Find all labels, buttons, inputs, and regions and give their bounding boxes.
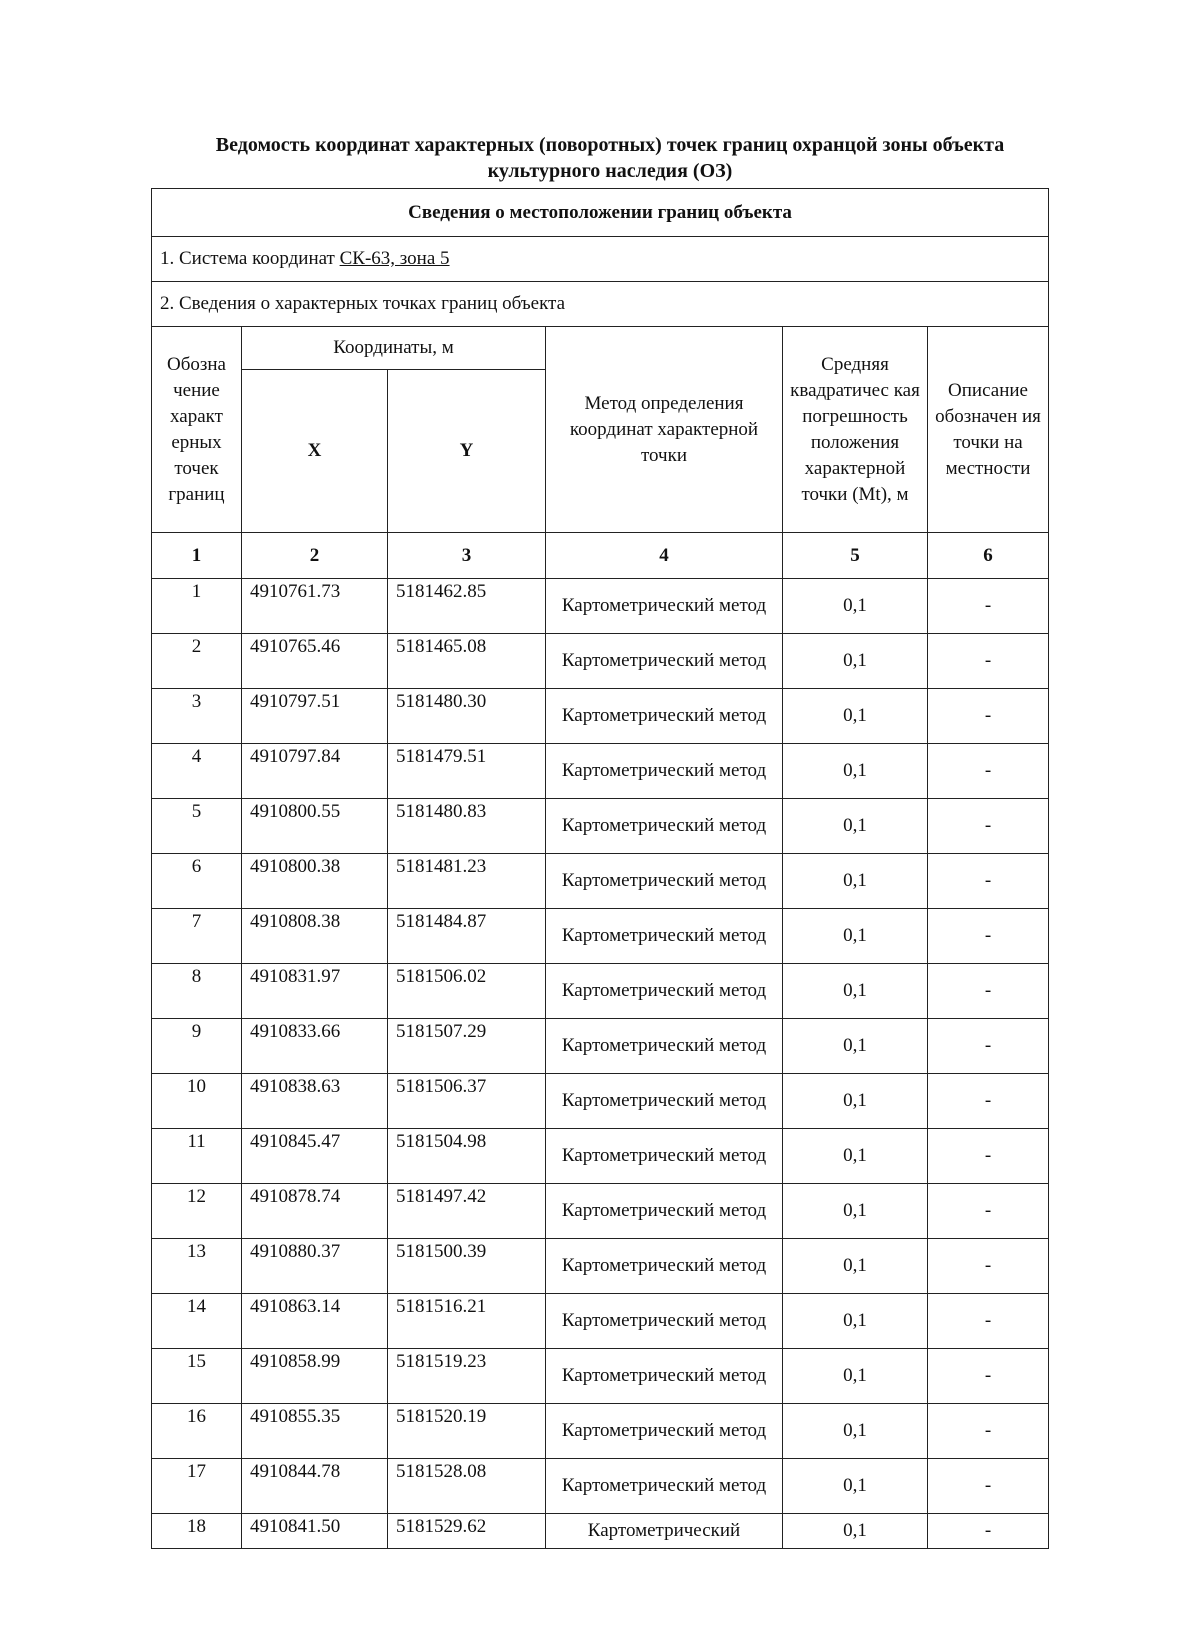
method-cell: Картометрический: [546, 1514, 783, 1549]
error-cell: 0,1: [783, 1239, 928, 1294]
description-cell: -: [928, 634, 1049, 689]
description-cell: -: [928, 1074, 1049, 1129]
table-row: [152, 744, 1049, 799]
error-cell: 0,1: [783, 744, 928, 799]
error-cell: 0,1: [783, 634, 928, 689]
method-cell: Картометрический метод: [546, 1459, 783, 1514]
points-info-line: 2. Сведения о характерных точках границ объекта: [152, 282, 1049, 327]
header-x: X: [242, 370, 388, 533]
table-row: [152, 1294, 1049, 1349]
description-cell: -: [928, 799, 1049, 854]
column-number: 6: [928, 533, 1049, 579]
y-coordinate-cell: 5181506.37: [388, 1074, 546, 1129]
method-cell: Картометрический метод: [546, 579, 783, 634]
table-row: [152, 909, 1049, 964]
point-number-cell: 4: [152, 744, 242, 799]
y-coordinate-cell: 5181479.51: [388, 744, 546, 799]
header-designation: Обозна чение характ ерных точек границ: [152, 327, 242, 533]
x-coordinate-cell: 4910797.84: [242, 744, 388, 799]
x-coordinate-cell: 4910880.37: [242, 1239, 388, 1294]
y-coordinate-cell: 5181481.23: [388, 854, 546, 909]
error-cell: 0,1: [783, 964, 928, 1019]
point-number-cell: 1: [152, 579, 242, 634]
table-row: [152, 1514, 1049, 1549]
table-row: [152, 1349, 1049, 1404]
error-cell: 0,1: [783, 689, 928, 744]
description-cell: -: [928, 579, 1049, 634]
error-cell: 0,1: [783, 1404, 928, 1459]
x-coordinate-cell: 4910863.14: [242, 1294, 388, 1349]
error-cell: 0,1: [783, 1514, 928, 1549]
point-number-cell: 10: [152, 1074, 242, 1129]
y-coordinate-cell: 5181507.29: [388, 1019, 546, 1074]
table-row: [152, 1129, 1049, 1184]
point-number-cell: 13: [152, 1239, 242, 1294]
error-cell: 0,1: [783, 1074, 928, 1129]
header-coordinates: Координаты, м: [242, 327, 546, 370]
x-coordinate-cell: 4910855.35: [242, 1404, 388, 1459]
description-cell: -: [928, 744, 1049, 799]
method-cell: Картометрический метод: [546, 964, 783, 1019]
error-cell: 0,1: [783, 1019, 928, 1074]
point-number-cell: 6: [152, 854, 242, 909]
method-cell: Картометрический метод: [546, 1184, 783, 1239]
y-coordinate-cell: 5181506.02: [388, 964, 546, 1019]
y-coordinate-cell: 5181465.08: [388, 634, 546, 689]
error-cell: 0,1: [783, 1294, 928, 1349]
y-coordinate-cell: 5181500.39: [388, 1239, 546, 1294]
x-coordinate-cell: 4910800.55: [242, 799, 388, 854]
table-row: [152, 1019, 1049, 1074]
table-row: [152, 854, 1049, 909]
point-number-cell: 14: [152, 1294, 242, 1349]
y-coordinate-cell: 5181529.62: [388, 1514, 546, 1549]
y-coordinate-cell: 5181462.85: [388, 579, 546, 634]
x-coordinate-cell: 4910831.97: [242, 964, 388, 1019]
x-coordinate-cell: 4910844.78: [242, 1459, 388, 1514]
point-number-cell: 15: [152, 1349, 242, 1404]
x-coordinate-cell: 4910845.47: [242, 1129, 388, 1184]
error-cell: 0,1: [783, 909, 928, 964]
description-cell: -: [928, 1019, 1049, 1074]
column-number: 5: [783, 533, 928, 579]
error-cell: 0,1: [783, 1349, 928, 1404]
x-coordinate-cell: 4910808.38: [242, 909, 388, 964]
y-coordinate-cell: 5181504.98: [388, 1129, 546, 1184]
x-coordinate-cell: 4910761.73: [242, 579, 388, 634]
coordinate-system-label: 1. Система координат: [160, 248, 335, 269]
method-cell: Картометрический метод: [546, 1019, 783, 1074]
table-row: [152, 1239, 1049, 1294]
x-coordinate-cell: 4910841.50: [242, 1514, 388, 1549]
description-cell: -: [928, 1294, 1049, 1349]
x-coordinate-cell: 4910858.99: [242, 1349, 388, 1404]
header-y: Y: [388, 370, 546, 533]
method-cell: Картометрический метод: [546, 634, 783, 689]
point-number-cell: 2: [152, 634, 242, 689]
description-cell: -: [928, 1184, 1049, 1239]
column-number: 1: [152, 533, 242, 579]
table-row: [152, 1184, 1049, 1239]
description-cell: -: [928, 909, 1049, 964]
coordinate-system-value: СК-63, зона 5: [339, 248, 450, 269]
method-cell: Картометрический метод: [546, 1349, 783, 1404]
description-cell: -: [928, 1404, 1049, 1459]
point-number-cell: 16: [152, 1404, 242, 1459]
point-number-cell: 5: [152, 799, 242, 854]
x-coordinate-cell: 4910878.74: [242, 1184, 388, 1239]
section-title: Сведения о местоположении границ объекта: [152, 189, 1049, 237]
description-cell: -: [928, 964, 1049, 1019]
x-coordinate-cell: 4910838.63: [242, 1074, 388, 1129]
y-coordinate-cell: 5181480.83: [388, 799, 546, 854]
table-row: [152, 1459, 1049, 1514]
description-cell: -: [928, 689, 1049, 744]
description-cell: -: [928, 1239, 1049, 1294]
y-coordinate-cell: 5181497.42: [388, 1184, 546, 1239]
method-cell: Картометрический метод: [546, 1129, 783, 1184]
table-row: [152, 634, 1049, 689]
coordinate-system-line: [152, 237, 1049, 282]
method-cell: Картометрический метод: [546, 1074, 783, 1129]
x-coordinate-cell: 4910797.51: [242, 689, 388, 744]
description-cell: -: [928, 854, 1049, 909]
method-cell: Картометрический метод: [546, 909, 783, 964]
table-row: [152, 1074, 1049, 1129]
description-cell: -: [928, 1129, 1049, 1184]
method-cell: Картометрический метод: [546, 1294, 783, 1349]
y-coordinate-cell: 5181528.08: [388, 1459, 546, 1514]
point-number-cell: 12: [152, 1184, 242, 1239]
point-number-cell: 3: [152, 689, 242, 744]
method-cell: Картометрический метод: [546, 689, 783, 744]
error-cell: 0,1: [783, 1459, 928, 1514]
table-row: [152, 799, 1049, 854]
method-cell: Картометрический метод: [546, 1239, 783, 1294]
y-coordinate-cell: 5181484.87: [388, 909, 546, 964]
table-row: [152, 1404, 1049, 1459]
coordinates-table: [151, 188, 1049, 1549]
description-cell: -: [928, 1514, 1049, 1549]
column-number: 4: [546, 533, 783, 579]
header-error: Средняя квадратичес кая погрешность положения характерной точки (Mt), м: [783, 327, 928, 533]
point-number-cell: 8: [152, 964, 242, 1019]
point-number-cell: 9: [152, 1019, 242, 1074]
error-cell: 0,1: [783, 1129, 928, 1184]
point-number-cell: 7: [152, 909, 242, 964]
y-coordinate-cell: 5181519.23: [388, 1349, 546, 1404]
column-number: 3: [388, 533, 546, 579]
method-cell: Картометрический метод: [546, 744, 783, 799]
header-description: Описание обозначен ия точки на местности: [928, 327, 1049, 533]
document-title: Ведомость координат характерных (поворотных) точек границ охранцой зоны объекта культурного наследия (ОЗ): [215, 134, 1005, 182]
point-number-cell: 18: [152, 1514, 242, 1549]
y-coordinate-cell: 5181520.19: [388, 1404, 546, 1459]
error-cell: 0,1: [783, 1184, 928, 1239]
column-number: 2: [242, 533, 388, 579]
x-coordinate-cell: 4910765.46: [242, 634, 388, 689]
y-coordinate-cell: 5181480.30: [388, 689, 546, 744]
point-number-cell: 17: [152, 1459, 242, 1514]
description-cell: -: [928, 1349, 1049, 1404]
method-cell: Картометрический метод: [546, 1404, 783, 1459]
description-cell: -: [928, 1459, 1049, 1514]
error-cell: 0,1: [783, 799, 928, 854]
x-coordinate-cell: 4910833.66: [242, 1019, 388, 1074]
error-cell: 0,1: [783, 579, 928, 634]
error-cell: 0,1: [783, 854, 928, 909]
x-coordinate-cell: 4910800.38: [242, 854, 388, 909]
y-coordinate-cell: 5181516.21: [388, 1294, 546, 1349]
table-row: [152, 689, 1049, 744]
table-row: [152, 964, 1049, 1019]
method-cell: Картометрический метод: [546, 799, 783, 854]
method-cell: Картометрический метод: [546, 854, 783, 909]
table-row: [152, 579, 1049, 634]
point-number-cell: 11: [152, 1129, 242, 1184]
header-method: Метод определения координат характерной точки: [546, 327, 783, 533]
